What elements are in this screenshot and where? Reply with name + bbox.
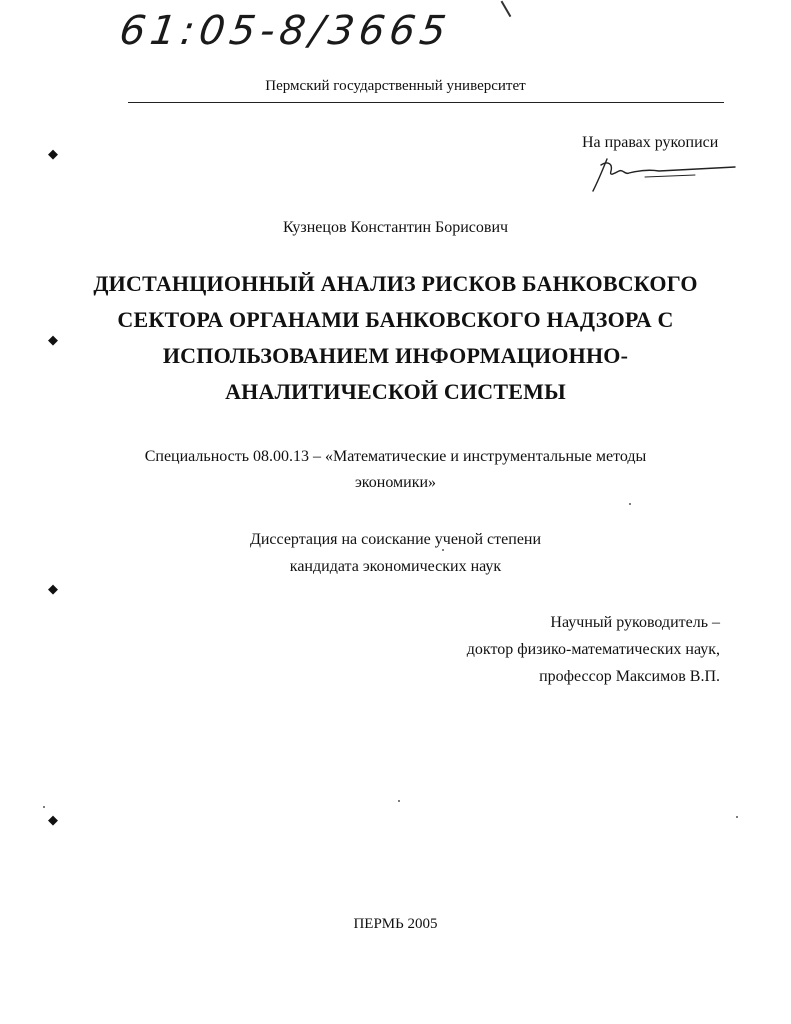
binding-mark-icon: ◆ xyxy=(48,582,58,597)
title-line: ИСПОЛЬЗОВАНИЕМ ИНФОРМАЦИОННО- xyxy=(162,343,629,368)
specialty xyxy=(0,444,791,496)
supervisor-line: доктор физико-математических наук, xyxy=(466,641,720,658)
specialty-line: экономики» xyxy=(354,474,437,491)
scan-speck xyxy=(736,816,738,818)
supervisor-line: профессор Максимов В.П. xyxy=(539,668,720,685)
degree-line: кандидата экономических наук xyxy=(289,558,502,575)
title-line: АНАЛИТИЧЕСКОЙ СИСТЕМЫ xyxy=(225,379,566,404)
supervisor-line: Научный руководитель – xyxy=(550,614,720,631)
degree-statement xyxy=(0,526,791,580)
binding-mark-icon: ◆ xyxy=(48,333,58,348)
binding-mark-icon: ◆ xyxy=(48,813,58,828)
binding-mark-icon: ◆ xyxy=(48,147,58,162)
signature xyxy=(585,155,740,197)
specialty-line: Специальность 08.00.13 – «Математические и инструментальные методы xyxy=(144,448,647,465)
dissertation-title xyxy=(0,266,791,410)
scan-speck xyxy=(43,806,45,808)
supervisor-block xyxy=(467,609,720,690)
archive-code: 61:05-8/3665 xyxy=(116,8,454,54)
scan-speck xyxy=(629,503,631,505)
degree-line: Диссертация на соискание ученой степени xyxy=(249,531,542,548)
rights-note: На правах рукописи xyxy=(582,134,719,151)
scan-speck xyxy=(442,549,444,551)
pen-tick-mark xyxy=(501,1,511,17)
header-rule xyxy=(128,102,724,103)
title-line: ДИСТАНЦИОННЫЙ АНАЛИЗ РИСКОВ БАНКОВСКОГО xyxy=(93,271,698,296)
author-name: Кузнецов Константин Борисович xyxy=(282,219,509,236)
title-line: СЕКТОРА ОРГАНАМИ БАНКОВСКОГО НАДЗОРА С xyxy=(117,307,674,332)
scan-speck xyxy=(398,800,400,802)
university-name: Пермский государственный университет xyxy=(265,78,526,94)
city-year: ПЕРМЬ 2005 xyxy=(353,916,438,932)
